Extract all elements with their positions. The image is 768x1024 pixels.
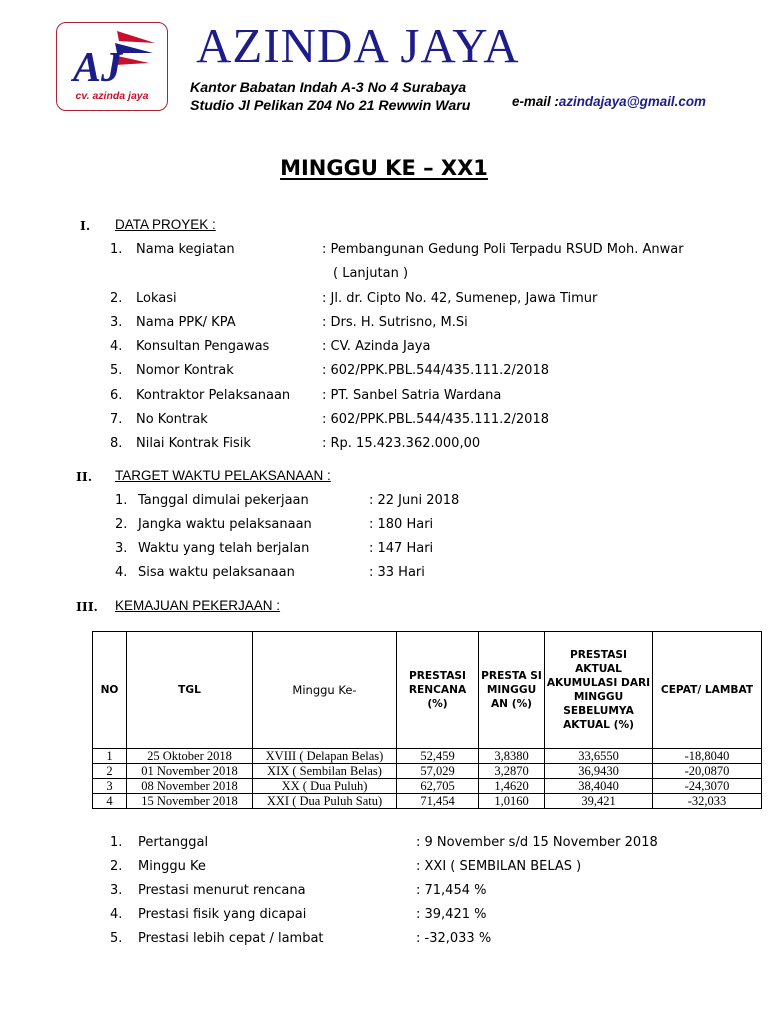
page-title: MINGGU KE – XX1 <box>280 156 488 180</box>
section-1-title: DATA PROYEK : <box>115 217 216 232</box>
list-item-label: No Kontrak <box>136 412 208 427</box>
list-item-value: : Pembangunan Gedung Poli Terpadu RSUD Moh. Anwar <box>322 242 684 257</box>
table-row <box>93 749 762 764</box>
list-item-number: 3. <box>115 541 128 556</box>
table-cell: 52,459 <box>397 749 479 764</box>
section-1-number: I. <box>80 218 91 233</box>
table-cell: 3 <box>93 779 127 794</box>
list-item-number: 2. <box>115 517 128 532</box>
table-cell: 2 <box>93 764 127 779</box>
table-cell: 1,4620 <box>479 779 545 794</box>
list-item-label: Lokasi <box>136 291 177 306</box>
list-item-value: : 147 Hari <box>369 541 434 556</box>
list-item-number: 1. <box>110 242 123 257</box>
table-cell: 62,705 <box>397 779 479 794</box>
list-item-value: : Drs. H. Sutrisno, M.Si <box>322 315 468 330</box>
list-item-value: ( Lanjutan ) <box>333 266 409 281</box>
table-row <box>93 779 762 794</box>
table-cell: 57,029 <box>397 764 479 779</box>
list-item-number: 5. <box>110 931 123 946</box>
list-item-label: Pertanggal <box>138 835 209 850</box>
list-item-value: : PT. Sanbel Satria Wardana <box>322 388 502 403</box>
column-header-minggu: Minggu Ke- <box>253 632 397 749</box>
table-cell: 4 <box>93 794 127 809</box>
address-line-2: Studio Jl Pelikan Z04 No 21 Rewwin Waru <box>190 98 471 114</box>
table-cell: 3,2870 <box>479 764 545 779</box>
list-item-label: Prestasi fisik yang dicapai <box>138 907 307 922</box>
list-item-value: : 9 November s/d 15 November 2018 <box>416 835 658 850</box>
table-cell: 15 November 2018 <box>127 794 253 809</box>
list-item-label: Konsultan Pengawas <box>136 339 270 354</box>
column-header-tgl: TGL <box>127 632 253 749</box>
list-item-label: Prestasi lebih cepat / lambat <box>138 931 324 946</box>
list-item-label: Kontraktor Pelaksanaan <box>136 388 291 403</box>
table-cell: 71,454 <box>397 794 479 809</box>
list-item-label: Nomor Kontrak <box>136 363 234 378</box>
list-item-number: 4. <box>110 339 123 354</box>
table-cell: 25 Oktober 2018 <box>127 749 253 764</box>
list-item-number: 2. <box>110 859 123 874</box>
table-cell: 3,8380 <box>479 749 545 764</box>
table-cell: XIX ( Sembilan Belas) <box>253 764 397 779</box>
company-name: AZINDA JAYA <box>196 18 520 73</box>
table-cell: 33,6550 <box>545 749 653 764</box>
list-item-value: : 602/PPK.PBL.544/435.111.2/2018 <box>322 412 549 427</box>
table-header-row <box>93 632 762 749</box>
email-label: e-mail : <box>512 94 559 109</box>
list-item-value: : Jl. dr. Cipto No. 42, Sumenep, Jawa Timur <box>322 291 598 306</box>
list-item-number: 7. <box>110 412 123 427</box>
company-logo <box>56 22 168 111</box>
table-cell: 39,421 <box>545 794 653 809</box>
table-cell: 1,0160 <box>479 794 545 809</box>
list-item-number: 1. <box>115 493 128 508</box>
column-header-prestasi-mingguan: PRESTA SI MINGGU AN (%) <box>479 632 545 749</box>
list-item-label: Nama kegiatan <box>136 242 235 257</box>
list-item-value: : Rp. 15.423.362.000,00 <box>322 436 481 451</box>
table-cell: 01 November 2018 <box>127 764 253 779</box>
progress-table <box>92 631 762 809</box>
list-item-number: 8. <box>110 436 123 451</box>
table-cell: -18,8040 <box>653 749 762 764</box>
logo-caption: cv. azinda jaya <box>75 90 149 102</box>
list-item-number: 3. <box>110 315 123 330</box>
column-header-prestasi-aktual: PRESTASI AKTUAL AKUMULASI DARI MINGGU SEBELUMYA AKTUAL (%) <box>545 632 653 749</box>
list-item-label: Jangka waktu pelaksanaan <box>138 517 312 532</box>
section-2-title: TARGET WAKTU PELAKSANAAN : <box>115 468 331 483</box>
list-item-value: : 22 Juni 2018 <box>369 493 460 508</box>
table-cell: 1 <box>93 749 127 764</box>
svg-text:AJ: AJ <box>73 45 123 91</box>
column-header-cepat-lambat: CEPAT/ LAMBAT <box>653 632 762 749</box>
email-value[interactable]: azindajaya@gmail.com <box>558 94 706 109</box>
list-item-number: 6. <box>110 388 123 403</box>
table-row <box>93 764 762 779</box>
list-item-number: 3. <box>110 883 123 898</box>
list-item-number: 1. <box>110 835 123 850</box>
column-header-prestasi-rencana: PRESTASI RENCANA (%) <box>397 632 479 749</box>
table-cell: XVIII ( Delapan Belas) <box>253 749 397 764</box>
table-cell: 08 November 2018 <box>127 779 253 794</box>
section-3-title: KEMAJUAN PEKERJAAN : <box>115 598 281 613</box>
table-cell: XXI ( Dua Puluh Satu) <box>253 794 397 809</box>
column-header-no: NO <box>93 632 127 749</box>
table-cell: XX ( Dua Puluh) <box>253 779 397 794</box>
list-item-label: Tanggal dimulai pekerjaan <box>138 493 309 508</box>
list-item-label: Nama PPK/ KPA <box>136 315 236 330</box>
list-item-number: 5. <box>110 363 123 378</box>
table-cell: 38,4040 <box>545 779 653 794</box>
table-cell: 36,9430 <box>545 764 653 779</box>
table-row <box>93 794 762 809</box>
table-cell: -24,3070 <box>653 779 762 794</box>
list-item-value: : 180 Hari <box>369 517 434 532</box>
list-item-value: : 602/PPK.PBL.544/435.111.2/2018 <box>322 363 549 378</box>
list-item-number: 4. <box>110 907 123 922</box>
table-cell: -20,0870 <box>653 764 762 779</box>
list-item-number: 4. <box>115 565 128 580</box>
list-item-value: : 33 Hari <box>369 565 425 580</box>
list-item-label: Minggu Ke <box>138 859 206 874</box>
list-item-value: : -32,033 % <box>416 931 492 946</box>
list-item-value: : XXI ( SEMBILAN BELAS ) <box>416 859 582 874</box>
list-item-label: Sisa waktu pelaksanaan <box>138 565 295 580</box>
table-cell: -32,033 <box>653 794 762 809</box>
list-item-label: Nilai Kontrak Fisik <box>136 436 251 451</box>
list-item-value: : 71,454 % <box>416 883 487 898</box>
address-line-1: Kantor Babatan Indah A-3 No 4 Surabaya <box>190 80 467 96</box>
list-item-number: 2. <box>110 291 123 306</box>
email <box>512 94 706 109</box>
list-item-value: : 39,421 % <box>416 907 487 922</box>
section-3-number: III. <box>76 599 98 614</box>
section-2-number: II. <box>76 469 93 484</box>
list-item-label: Waktu yang telah berjalan <box>138 541 310 556</box>
list-item-label: Prestasi menurut rencana <box>138 883 306 898</box>
list-item-value: : CV. Azinda Jaya <box>322 339 431 354</box>
